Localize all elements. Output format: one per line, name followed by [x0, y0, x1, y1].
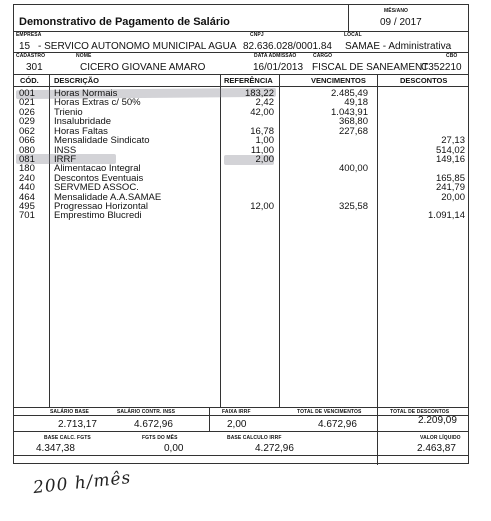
cell-cod: 180 [19, 163, 35, 175]
cell-cod: 464 [19, 191, 35, 203]
cell-vencimentos: 1.043,91 [331, 106, 368, 118]
cell-descontos: 165,85 [435, 172, 465, 184]
cell-referencia: 1,00 [255, 135, 274, 147]
base-calc-fgts-label: BASE CALC. FGTS [44, 435, 91, 441]
admissao-value: 16/01/2013 [253, 62, 304, 73]
divider [14, 431, 468, 433]
local-label: LOCAL [344, 32, 362, 38]
divider [348, 5, 349, 31]
col-descontos: DESCONTOS [400, 76, 448, 85]
cell-cod: 701 [19, 210, 35, 222]
cell-descricao: Mensalidade A.A.SAMAE [54, 191, 162, 203]
cell-vencimentos: 49,18 [344, 97, 368, 109]
fgts-mes-value: 0,00 [164, 443, 184, 454]
cadastro-label: CADASTRO [16, 53, 46, 59]
cell-cod: 080 [19, 144, 35, 156]
valor-liquido-label: VALOR LÍQUIDO [420, 435, 461, 441]
cell-cod: 240 [19, 172, 35, 184]
cell-descricao: IRRF [54, 153, 77, 165]
empresa-code: 15 [19, 41, 31, 52]
fgts-mes-label: FGTS DO MÊS [142, 435, 178, 441]
nome-label: NOME [76, 53, 92, 59]
divider [14, 455, 468, 457]
cell-cod: 081 [19, 153, 35, 165]
empresa-name: - SERVICO AUTONOMO MUNICIPAL AGUA [38, 41, 237, 52]
admissao-label: DATA ADMISSÃO [254, 53, 297, 59]
cell-cod: 062 [19, 125, 35, 137]
mes-ano-label: MÊS/ANO [384, 8, 409, 14]
cnpj-value: 82.636.028/0001.84 [243, 41, 332, 52]
salario-base-value: 2.713,17 [58, 419, 97, 430]
cell-cod: 495 [19, 201, 35, 213]
cell-referencia: 11,00 [250, 144, 274, 156]
handwritten-note: 200 h/mês [32, 467, 133, 499]
cell-referencia: 16,78 [250, 125, 274, 137]
cbo-value: C352210 [421, 62, 462, 73]
cell-cod: 021 [19, 97, 35, 109]
cell-vencimentos: 227,68 [338, 125, 368, 137]
divider [14, 415, 468, 417]
nome-value: CICERO GIOVANE AMARO [80, 62, 206, 73]
cell-referencia: 42,00 [250, 106, 274, 118]
cell-descricao: Horas Normais [54, 88, 118, 99]
cell-referencia: 183,22 [244, 88, 274, 99]
cell-vencimentos: 2.485,49 [331, 88, 368, 99]
cell-vencimentos: 325,58 [338, 201, 368, 213]
payslip [13, 4, 469, 464]
cell-vencimentos: 368,80 [338, 116, 368, 128]
cell-cod: 029 [19, 116, 35, 128]
cell-descontos: 27,13 [441, 135, 465, 147]
cell-cod: 001 [19, 88, 35, 99]
cell-cod: 026 [19, 106, 35, 118]
total-vencimentos-label: TOTAL DE VENCIMENTOS [297, 409, 362, 415]
cell-descontos: 241,79 [435, 182, 465, 194]
table-row [14, 136, 468, 145]
cell-descricao: Mensalidade Sindicato [54, 135, 150, 147]
valor-liquido-value: 2.463,87 [417, 443, 456, 454]
base-calculo-irrf-value: 4.272,96 [255, 443, 294, 454]
col-vencimentos: VENCIMENTOS [311, 76, 366, 85]
table-row [14, 211, 468, 220]
cell-cod: 440 [19, 182, 35, 194]
cell-cod: 066 [19, 135, 35, 147]
cbo-label: CBO [446, 53, 458, 59]
title-row [14, 5, 468, 32]
mes-ano-value: 09 / 2017 [380, 17, 422, 28]
salario-base-label: SALÁRIO BASE [50, 409, 89, 415]
cell-descricao: INSS [54, 144, 77, 156]
cell-descricao: Horas Extras c/ 50% [54, 97, 141, 109]
document-title: Demonstrativo de Pagamento de Salário [19, 16, 230, 28]
table-row [14, 146, 468, 155]
cargo-label: CARGO [313, 53, 333, 59]
faixa-irrf-value: 2,00 [227, 419, 247, 430]
cnpj-label: CNPJ [250, 32, 264, 38]
cell-descricao: SERVMED ASSOC. [54, 182, 139, 194]
funcionario-row [14, 52, 468, 75]
cadastro-value: 301 [26, 62, 43, 73]
salario-contr-inss-label: SALÁRIO CONTR. INSS [117, 409, 176, 415]
base-calc-fgts-value: 4.347,38 [36, 443, 75, 454]
cell-descricao: Insalubridade [54, 116, 112, 128]
cell-descontos: 1.091,14 [428, 210, 465, 222]
total-vencimentos-value: 4.672,96 [318, 419, 357, 430]
faixa-irrf-label: FAIXA IRRF [222, 409, 251, 415]
base-calculo-irrf-label: BASE CALCULO IRRF [227, 435, 282, 441]
cell-vencimentos: 400,00 [338, 163, 368, 175]
cargo-value: FISCAL DE SANEAMENT [312, 62, 429, 73]
cell-descricao: Emprestimo Blucredi [54, 210, 142, 222]
cell-descricao: Horas Faltas [54, 125, 108, 137]
cell-descricao: Alimentacao Integral [54, 163, 141, 175]
cell-descontos: 149,16 [435, 153, 465, 165]
cell-descontos: 20,00 [441, 191, 465, 203]
cell-descontos: 514,02 [435, 144, 465, 156]
col-referencia: REFERÊNCIA [224, 76, 273, 85]
local-value: SAMAE - Administrativa [345, 41, 452, 52]
cell-descricao: Trienio [54, 106, 83, 118]
cell-descricao: Descontos Eventuais [54, 172, 144, 184]
cell-referencia: 12,00 [250, 201, 274, 213]
table-header [14, 74, 468, 87]
cell-referencia: 2,42 [255, 97, 274, 109]
empresa-row [14, 31, 468, 53]
cell-referencia: 2,00 [255, 153, 274, 165]
total-descontos-value: 2.209,09 [418, 415, 457, 426]
col-cod: CÓD. [20, 76, 39, 85]
salario-contr-inss-value: 4.672,96 [134, 419, 173, 430]
cell-descricao: Progressao Horizontal [54, 201, 148, 213]
col-line [209, 407, 210, 431]
empresa-label: EMPRESA [16, 32, 42, 38]
divider [14, 407, 468, 408]
total-descontos-label: TOTAL DE DESCONTOS [390, 409, 450, 415]
col-descricao: DESCRIÇÃO [54, 76, 100, 85]
